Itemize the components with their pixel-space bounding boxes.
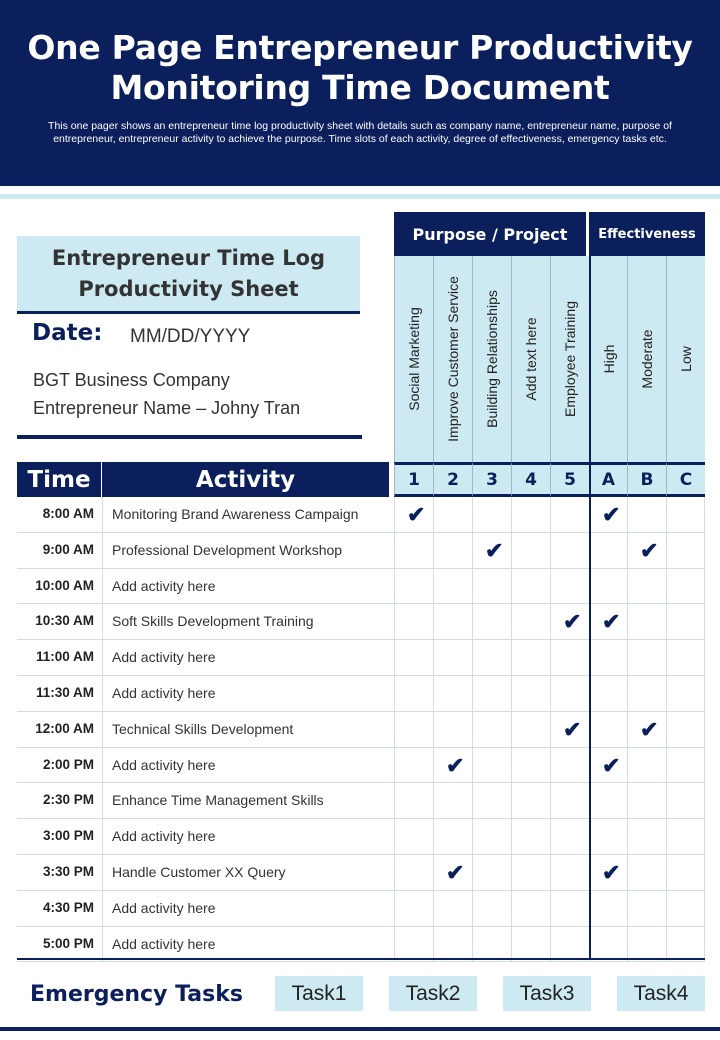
time-cell: 3:00 PM	[42, 828, 94, 844]
check-cell	[666, 712, 705, 747]
date-value: MM/DD/YYYY	[130, 326, 251, 347]
check-cell	[394, 640, 433, 675]
check-cell	[666, 569, 705, 604]
check-cell	[511, 783, 550, 818]
column-code: 5	[550, 462, 589, 497]
check-cell	[394, 783, 433, 818]
check-cell	[666, 640, 705, 675]
check-cell	[627, 819, 666, 854]
column-code: A	[589, 462, 627, 497]
check-cell	[511, 927, 550, 962]
time-cell: 3:30 PM	[42, 863, 94, 879]
checkmark-icon: ✔	[602, 609, 621, 635]
page-title-line1: One Page Entrepreneur Productivity	[27, 28, 693, 67]
column-label-text: Moderate	[639, 329, 655, 389]
check-cell	[589, 676, 627, 711]
check-cell	[472, 604, 511, 639]
check-cell	[433, 748, 472, 783]
check-cell	[589, 640, 627, 675]
time-cell: 2:00 PM	[42, 756, 94, 772]
column-label	[433, 256, 472, 462]
column-label-text: Employee Training	[562, 301, 578, 417]
time-cell: 10:00 AM	[35, 577, 94, 593]
activity-cell: Add activity here	[102, 891, 390, 926]
check-cell	[394, 927, 433, 962]
check-cell	[666, 891, 705, 926]
check-cell	[666, 676, 705, 711]
check-cell	[589, 783, 627, 818]
check-cell	[472, 855, 511, 890]
check-cell	[627, 927, 666, 962]
table-row	[17, 855, 705, 891]
check-cell	[550, 604, 589, 639]
top-divider	[0, 194, 720, 199]
activity-cell: Soft Skills Development Training	[102, 604, 390, 639]
check-cell	[627, 640, 666, 675]
check-cell	[511, 604, 550, 639]
checkmark-icon: ✔	[446, 752, 465, 778]
table-row	[17, 819, 705, 855]
check-cell	[550, 891, 589, 926]
column-label	[550, 256, 589, 462]
check-cell	[511, 819, 550, 854]
column-label	[627, 256, 666, 462]
check-cell	[511, 676, 550, 711]
check-cell	[472, 640, 511, 675]
checkmark-icon: ✔	[640, 716, 659, 742]
check-cell	[433, 927, 472, 962]
effectiveness-header: Effectiveness	[589, 212, 705, 256]
purpose-header: Purpose / Project	[394, 212, 586, 256]
checkmark-icon: ✔	[602, 502, 621, 527]
table-row	[17, 712, 705, 748]
check-cell	[589, 712, 627, 747]
check-cell	[589, 497, 627, 532]
check-cell	[589, 927, 627, 962]
activity-cell: Enhance Time Management Skills	[102, 783, 390, 818]
entrepreneur-name: Entrepreneur Name – Johny Tran	[33, 398, 301, 418]
check-cell	[511, 640, 550, 675]
column-code: 1	[394, 462, 433, 497]
table-row	[17, 927, 705, 963]
check-cell	[472, 497, 511, 532]
check-cell	[627, 604, 666, 639]
check-cell	[394, 855, 433, 890]
check-cell	[394, 533, 433, 568]
check-cell	[472, 748, 511, 783]
check-cell	[666, 604, 705, 639]
time-cell: 4:30 PM	[42, 899, 94, 915]
checkmark-icon: ✔	[602, 752, 621, 778]
time-cell: 11:30 AM	[35, 684, 94, 700]
check-cell	[472, 533, 511, 568]
checkmark-icon: ✔	[563, 609, 582, 635]
emergency-task-box: Task3	[503, 976, 591, 1011]
check-cell	[666, 927, 705, 962]
checkmark-icon: ✔	[407, 502, 426, 527]
section-divider-line	[589, 256, 591, 959]
column-label	[511, 256, 550, 462]
check-cell	[627, 497, 666, 532]
column-label-text: Building Relationships	[484, 290, 500, 428]
table-row	[17, 497, 705, 533]
table-bottom-rule	[17, 958, 705, 960]
check-cell	[472, 927, 511, 962]
checkmark-icon: ✔	[640, 537, 659, 563]
table-row	[17, 533, 705, 569]
check-cell	[433, 676, 472, 711]
column-label-text: High	[600, 344, 617, 374]
footer-rule	[0, 1027, 720, 1031]
header-banner	[0, 0, 720, 186]
time-cell: 9:00 AM	[42, 541, 94, 557]
check-cell	[589, 569, 627, 604]
check-cell	[627, 569, 666, 604]
checkmark-icon: ✔	[485, 537, 504, 563]
time-cell: 5:00 PM	[42, 935, 94, 951]
check-cell	[589, 533, 627, 568]
check-cell	[394, 712, 433, 747]
time-cell: 2:30 PM	[42, 792, 94, 808]
date-label: Date:	[32, 320, 103, 346]
sheet-title-box	[17, 236, 360, 311]
sheet-title-underline	[17, 311, 360, 314]
check-cell	[433, 497, 472, 532]
column-code: B	[627, 462, 666, 497]
check-cell	[433, 712, 472, 747]
check-cell	[550, 676, 589, 711]
check-cell	[550, 819, 589, 854]
check-cell	[472, 819, 511, 854]
check-cell	[433, 640, 472, 675]
check-cell	[627, 712, 666, 747]
check-cell	[627, 891, 666, 926]
page-title	[0, 0, 720, 108]
check-cell	[666, 783, 705, 818]
check-cell	[627, 855, 666, 890]
time-column-header: Time	[17, 462, 101, 497]
check-cell	[550, 855, 589, 890]
activity-column-header: Activity	[102, 462, 389, 497]
column-label	[589, 256, 627, 462]
check-cell	[433, 604, 472, 639]
check-cell	[550, 497, 589, 532]
check-cell	[550, 927, 589, 962]
sheet-title-line2: Productivity Sheet	[78, 277, 299, 301]
check-cell	[511, 855, 550, 890]
check-cell	[511, 748, 550, 783]
activity-cell: Professional Development Workshop	[102, 533, 390, 568]
check-cell	[394, 569, 433, 604]
table-row	[17, 569, 705, 605]
check-cell	[589, 604, 627, 639]
check-cell	[550, 569, 589, 604]
time-cell: 11:00 AM	[35, 649, 94, 665]
column-code: 4	[511, 462, 550, 497]
check-cell	[433, 819, 472, 854]
check-cell	[550, 533, 589, 568]
time-cell: 12:00 AM	[35, 720, 94, 736]
check-cell	[627, 783, 666, 818]
check-cell	[472, 891, 511, 926]
check-cell	[511, 712, 550, 747]
check-cell	[511, 497, 550, 532]
emergency-task-box: Task1	[275, 976, 363, 1011]
check-cell	[550, 748, 589, 783]
check-cell	[589, 819, 627, 854]
column-label	[666, 256, 705, 462]
column-code: 3	[472, 462, 511, 497]
column-label-text: Improve Customer Service	[445, 276, 461, 442]
column-label-text: Add text here	[523, 317, 539, 401]
check-cell	[394, 604, 433, 639]
checkmark-icon: ✔	[563, 716, 582, 742]
checkmark-icon: ✔	[602, 859, 621, 885]
page-description: This one pager shows an entrepreneur time log productivity sheet with details such as company name, entrepreneur name, purpose of entrepreneur, entrepreneur activity to achieve the purpose. Time slots of each activity, degree of effectiveness, emergency tasks etc.	[48, 120, 672, 145]
activity-cell: Add activity here	[102, 819, 390, 854]
check-cell	[511, 569, 550, 604]
check-cell	[433, 533, 472, 568]
column-code: C	[666, 462, 705, 497]
checkmark-icon: ✔	[446, 859, 465, 885]
table-row	[17, 676, 705, 712]
table-row	[17, 891, 705, 927]
check-cell	[550, 712, 589, 747]
check-cell	[589, 855, 627, 890]
check-cell	[472, 712, 511, 747]
page-title-line2: Monitoring Time Document	[110, 68, 610, 107]
check-cell	[433, 891, 472, 926]
table-row	[17, 640, 705, 676]
column-label	[394, 256, 433, 462]
emergency-tasks-label: Emergency Tasks	[30, 982, 243, 1007]
time-log-table	[17, 497, 705, 962]
table-row	[17, 748, 705, 784]
check-cell	[666, 819, 705, 854]
check-cell	[433, 855, 472, 890]
activity-cell: Handle Customer XX Query	[102, 855, 390, 890]
check-cell	[472, 569, 511, 604]
company-name: BGT Business Company	[33, 370, 230, 390]
info-divider	[17, 435, 362, 439]
time-cell: 8:00 AM	[42, 506, 94, 521]
check-cell	[433, 783, 472, 818]
check-cell	[627, 748, 666, 783]
emergency-task-box: Task4	[617, 976, 705, 1011]
check-cell	[511, 891, 550, 926]
check-cell	[589, 891, 627, 926]
time-cell: 10:30 AM	[35, 613, 94, 629]
check-cell	[472, 676, 511, 711]
activity-cell: Technical Skills Development	[102, 712, 390, 747]
check-cell	[511, 533, 550, 568]
activity-cell: Add activity here	[102, 927, 390, 962]
check-cell	[472, 783, 511, 818]
check-cell	[394, 748, 433, 783]
table-row	[17, 604, 705, 640]
check-cell	[550, 783, 589, 818]
column-label-text: Low	[678, 346, 694, 372]
activity-cell: Add activity here	[102, 640, 390, 675]
emergency-task-box: Task2	[389, 976, 477, 1011]
check-cell	[666, 748, 705, 783]
activity-cell: Add activity here	[102, 569, 390, 604]
sheet-title-line1: Entrepreneur Time Log	[51, 246, 326, 270]
activity-cell: Add activity here	[102, 748, 390, 783]
check-cell	[394, 891, 433, 926]
check-cell	[627, 533, 666, 568]
check-cell	[433, 569, 472, 604]
activity-cell: Add activity here	[102, 676, 390, 711]
check-cell	[394, 819, 433, 854]
check-cell	[666, 855, 705, 890]
check-cell	[394, 676, 433, 711]
check-cell	[394, 497, 433, 532]
activity-cell: Monitoring Brand Awareness Campaign	[102, 497, 390, 532]
column-code: 2	[433, 462, 472, 497]
check-cell	[627, 676, 666, 711]
check-cell	[666, 533, 705, 568]
column-label-text: Social Marketing	[406, 307, 422, 411]
check-cell	[550, 640, 589, 675]
column-label	[472, 256, 511, 462]
check-cell	[666, 497, 705, 532]
check-cell	[589, 748, 627, 783]
table-row	[17, 783, 705, 819]
